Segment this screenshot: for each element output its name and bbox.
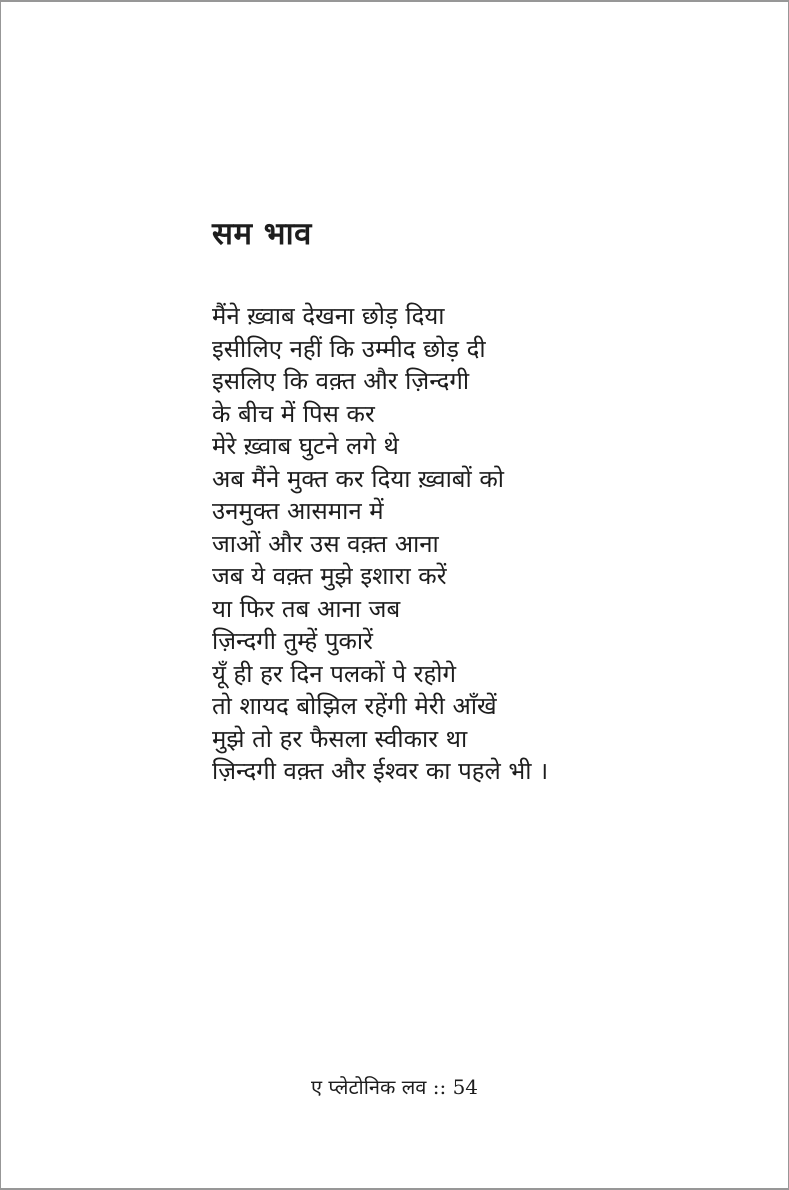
poem-line: जाओं और उस वक़्त आना	[212, 529, 439, 558]
poem-line: यूँ ही हर दिन पलकों पे रहोगे	[212, 659, 456, 688]
poem-line: मुझे तो हर फैसला स्वीकार था	[212, 724, 468, 753]
poem-line: ज़िन्दगी वक़्त और ईश्वर का पहले भी ।	[212, 757, 549, 785]
running-footer-page-number: ए प्लेटोनिक लव :: 54	[310, 1075, 479, 1099]
poem-body	[212, 300, 548, 788]
poem-line: तो शायद बोझिल रहेंगी मेरी आँखें	[212, 692, 497, 720]
poem-line: ज़िन्दगी तुम्हें पुकारें	[212, 627, 373, 655]
poem-line: इसीलिए नहीं कि उम्मीद छोड़ दी	[212, 334, 486, 363]
poem-line: अब मैंने मुक्त कर दिया ख़्वाबों को	[212, 464, 504, 493]
poem-line: इसलिए कि वक़्त और ज़िन्दगी	[212, 367, 470, 395]
poem-line: मैंने ख़्वाब देखना छोड़ दिया	[212, 302, 445, 330]
poem-line: मेरे ख़्वाब घुटने लगे थे	[212, 432, 399, 460]
poem-line: जब ये वक़्त मुझे इशारा करें	[212, 562, 447, 590]
poem-line: के बीच में पिस कर	[212, 399, 375, 428]
poem-title: सम भाव	[212, 216, 312, 252]
poem-line: उनमुक्त आसमान में	[212, 497, 384, 525]
poem-line: या फिर तब आना जब	[212, 594, 401, 623]
